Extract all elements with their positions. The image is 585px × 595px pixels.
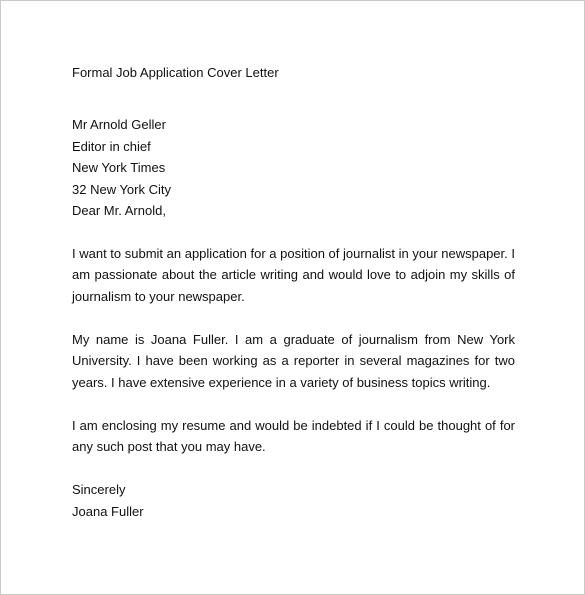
closing-salutation: Sincerely: [72, 482, 126, 498]
closing-block: [72, 479, 515, 522]
recipient-name: Mr Arnold Geller: [72, 117, 166, 132]
signature-name: Joana Fuller: [72, 503, 144, 519]
recipient-address: 32 New York City: [72, 181, 171, 197]
paragraph-intro: I want to submit an application for a position of journalist in your newspaper. I am passionate about the article writing and would love to adjoin my skills of journalism to your newspaper.: [72, 245, 515, 304]
recipient-company: New York Times: [72, 160, 166, 175]
recipient-role: Editor in chief: [72, 138, 151, 154]
letter-body: [72, 63, 515, 523]
paragraph-background: My name is Joana Fuller. I am a graduate of journalism from New York University. I have been working as a reporter in several magazines for two years. I have extensive experience in a variety of business topics writing.: [72, 331, 515, 391]
greeting: Dear Mr. Arnold,: [72, 203, 166, 218]
document-title: Formal Job Application Cover Letter: [72, 65, 279, 80]
paragraph-enclosure: I am enclosing my resume and would be indebted if I could be thought of for any such post that you may have.: [72, 417, 515, 455]
recipient-block: [72, 114, 515, 222]
